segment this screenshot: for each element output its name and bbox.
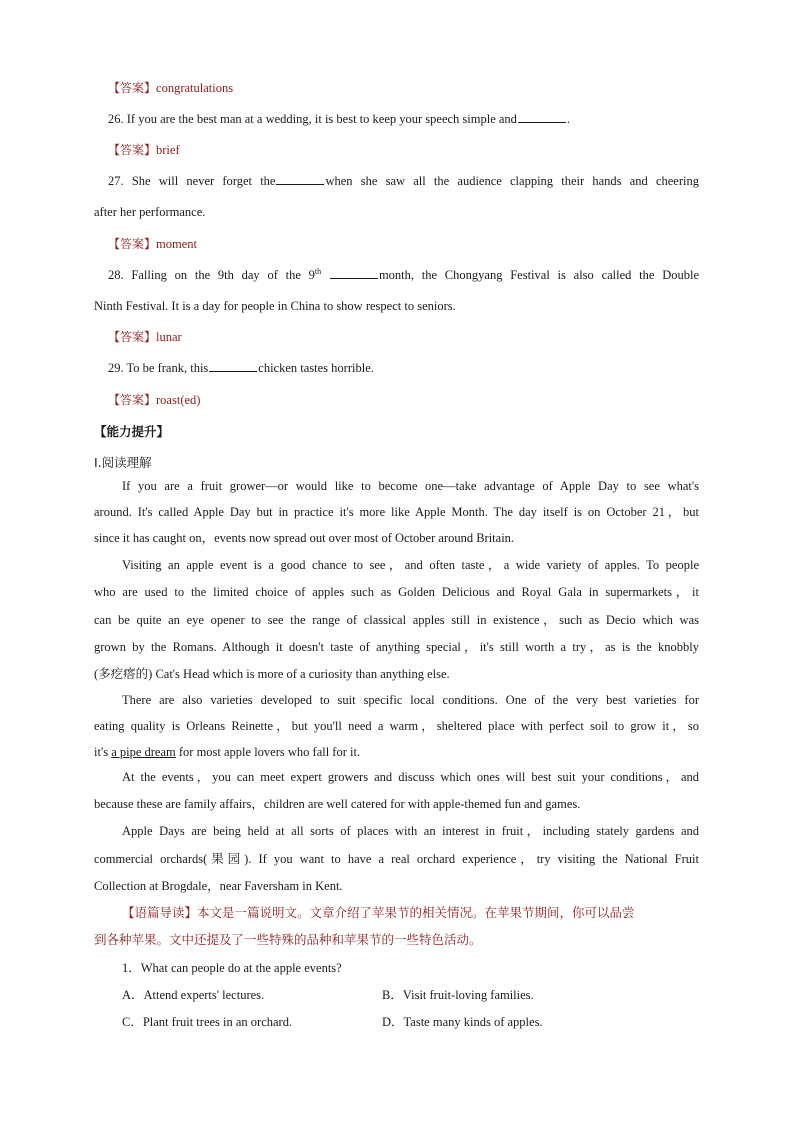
question-28: 28. Falling on the 9th day of the 9th month, the Chongyang Festival is also called the Double bbox=[108, 266, 700, 282]
option-a: A．Attend experts' lectures. bbox=[122, 988, 265, 1002]
blank bbox=[209, 359, 257, 372]
question-1: 1．What can people do at the apple events? bbox=[122, 961, 342, 975]
passage-line: can be quite an eye opener to see the range of classical apples still in existence，such as Decio which was bbox=[94, 613, 699, 627]
passage-line: grown by the Romans. Although it doesn't taste of anything special，it's still worth a try，as is the knobbly bbox=[94, 640, 699, 654]
answer-line: 【答案】congratulations bbox=[108, 81, 234, 95]
answer-line: 【答案】lunar bbox=[108, 330, 182, 344]
option-c: C．Plant fruit trees in an orchard. bbox=[122, 1015, 293, 1029]
passage-line: Collection at Brogdale，near Faversham in Kent. bbox=[94, 879, 343, 893]
passage-line: Apple Days are being held at all sorts of places with an interest in fruit，including stately gardens and bbox=[122, 824, 699, 838]
passage-line: around. It's called Apple Day but in practice it's more like Apple Month. The day itself is on October 21，but bbox=[94, 505, 699, 519]
answer-line: 【答案】moment bbox=[108, 237, 197, 251]
passage-line: Visiting an apple event is a good chance to see，and often taste，a wide variety of apples. To people bbox=[122, 558, 699, 572]
passage-line: There are also varieties developed to suit specific local conditions. One of the very best varieties for bbox=[122, 693, 699, 707]
underlined-phrase: a pipe dream bbox=[111, 745, 176, 759]
passage-line: who are used to the limited choice of apples such as Golden Delicious and Royal Gala in supermarkets，it bbox=[94, 585, 699, 599]
passage-line: (多疙瘩的) Cat's Head which is more of a curiosity than anything else. bbox=[94, 667, 450, 681]
question-27-cont: after her performance. bbox=[94, 205, 206, 219]
question-29: 29. To be frank, this chicken tastes horrible. bbox=[108, 361, 374, 375]
answer-line: 【答案】brief bbox=[108, 143, 180, 157]
passage-line: At the events，you can meet expert growers and discuss which ones will best suit your conditions，and bbox=[122, 770, 699, 784]
question-28-cont: Ninth Festival. It is a day for people in China to show respect to seniors. bbox=[94, 299, 456, 313]
question-26: 26. If you are the best man at a wedding, it is best to keep your speech simple and . bbox=[108, 112, 571, 126]
option-d: D．Taste many kinds of apples. bbox=[382, 1015, 543, 1029]
passage-line: commercial orchards(果园). If you want to have a real orchard experience，try visiting the National Fruit bbox=[94, 852, 699, 866]
blank bbox=[276, 172, 324, 185]
blank bbox=[330, 266, 378, 279]
section-title: 【能力提升】 bbox=[94, 424, 170, 439]
passage-line: eating quality is Orleans Reinette，but you'll need a warm，sheltered place with perfect soil to grow it，so bbox=[94, 719, 699, 733]
blank bbox=[518, 110, 566, 123]
passage-line: it's a pipe dream for most apple lovers who fall for it. bbox=[94, 745, 361, 759]
option-b: B．Visit fruit-loving families. bbox=[382, 988, 534, 1002]
subsection-title: Ⅰ.阅读理解 bbox=[94, 455, 152, 470]
question-27: 27. She will never forget the when she saw all the audience clapping their hands and cheering bbox=[108, 174, 699, 188]
passage-line: since it has caught on，events now spread out over most of October around Britain. bbox=[94, 531, 515, 545]
passage-line: If you are a fruit grower—or would like to become one—take advantage of Apple Day to see what's bbox=[122, 479, 699, 493]
passage-line: because these are family affairs，children are well catered for with apple-themed fun and games. bbox=[94, 797, 581, 811]
answer-line: 【答案】roast(ed) bbox=[108, 393, 201, 407]
reading-guide-cont: 到各种苹果。文中还提及了一些特殊的品种和苹果节的一些特色活动。 bbox=[94, 932, 482, 947]
reading-guide: 【语篇导读】本文是一篇说明文。文章介绍了苹果节的相关情况。在苹果节期间，你可以品尝 bbox=[122, 905, 635, 920]
